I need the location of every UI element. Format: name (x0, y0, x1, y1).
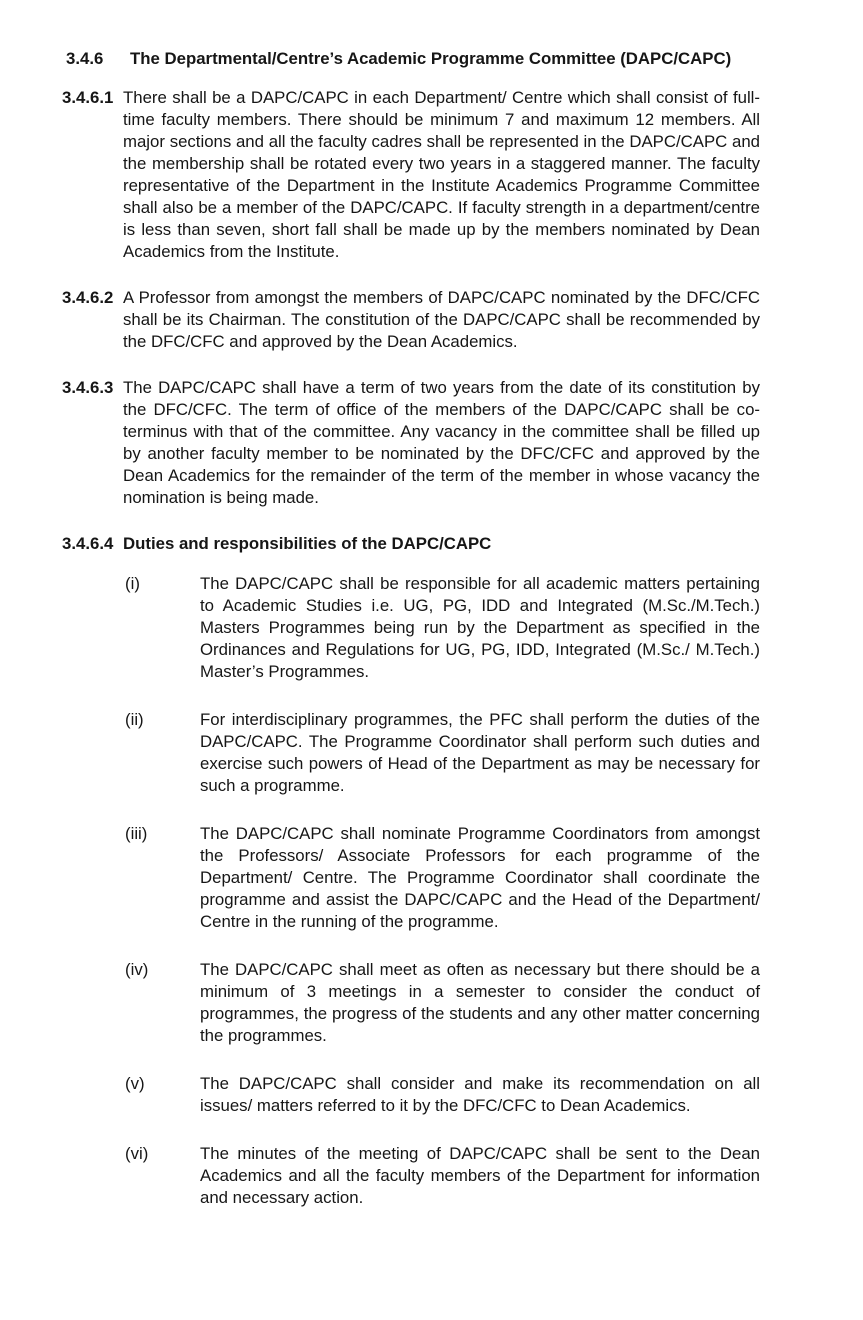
sub-section-heading-text: Duties and responsibilities of the DAPC/CAPC (123, 534, 492, 553)
paragraph-text: A Professor from amongst the members of DAPC/CAPC nominated by the DFC/CFC shall be its Chairman. The constitution of the DAPC/CAPC shall be recommended by the DFC/CFC and approved by the Dean Academics. (123, 288, 760, 351)
list-item-text: The DAPC/CAPC shall be responsible for all academic matters pertaining to Academic Studies i.e. UG, PG, IDD and Integrated (M.Sc./M.Tech.) Masters Programmes being run by the Department as specified in the Ordinances and Regulations for UG, PG, IDD, Integrated (M.Sc./ M.Tech.) Master’s Programmes. (200, 574, 760, 681)
list-item-text: The DAPC/CAPC shall nominate Programme Coordinators from amongst the Professors/ Associate Professors for each programme of the Department/ Centre. The Programme Coordinator shall coordinate the programme and assist the DAPC/CAPC and the Head of the Department/ Centre in the running of the programme. (200, 824, 760, 931)
list-item-text: For interdisciplinary programmes, the PFC shall perform the duties of the DAPC/CAPC. The Programme Coordinator shall perform such duties and exercise such powers of Head of the Department as may be necessary for such a programme. (200, 710, 760, 795)
section-heading-number: 3.4.6 (66, 49, 104, 68)
sub-section-heading (62, 533, 760, 555)
list-item-label: (iv) (125, 960, 149, 979)
list-item (125, 1143, 760, 1209)
section-heading (62, 46, 760, 71)
list-item-label: (ii) (125, 710, 144, 729)
list-item (125, 959, 760, 1047)
sub-section-heading-number: 3.4.6.4 (62, 534, 114, 553)
list-item-label: (vi) (125, 1144, 149, 1163)
section-heading-text: The Departmental/Centre’s Academic Programme Committee (DAPC/CAPC) (130, 49, 732, 68)
list-item-label: (i) (125, 574, 140, 593)
list-item (125, 573, 760, 683)
paragraph-text: The DAPC/CAPC shall have a term of two years from the date of its constitution by the DFC/CFC. The term of office of the members of the DAPC/CAPC shall be co-terminus with that of the committee. Any vacancy in the committee shall be filled up by another faculty member to be nominated by the DFC/CFC and approved by the Dean Academics for the remainder of the term of the member in whose vacancy the nomination is being made. (123, 378, 760, 507)
paragraph-number: 3.4.6.2 (62, 288, 114, 307)
list-item-text: The DAPC/CAPC shall consider and make its recommendation on all issues/ matters referred to it by the DFC/CFC to Dean Academics. (200, 1074, 760, 1115)
paragraph-3461 (62, 87, 760, 263)
paragraph-number: 3.4.6.3 (62, 378, 114, 397)
paragraph-3462 (62, 287, 760, 353)
list-item-label: (iii) (125, 824, 148, 843)
list-item-label: (v) (125, 1074, 145, 1093)
list-item-text: The minutes of the meeting of DAPC/CAPC shall be sent to the Dean Academics and all the faculty members of the Department for information and necessary action. (200, 1144, 760, 1207)
paragraph-text: There shall be a DAPC/CAPC in each Department/ Centre which shall consist of full-time faculty members. There should be minimum 7 and maximum 12 members. All major sections and all the faculty cadres shall be represented in the DAPC/CAPC and the membership shall be rotated every two years in a staggered manner. The faculty representative of the Department in the Institute Academics Programme Committee shall also be a member of the DAPC/CAPC. If faculty strength in a department/centre is less than seven, short fall shall be made up by the members nominated by Dean Academics from the Institute. (123, 88, 760, 261)
list-item (125, 709, 760, 797)
paragraph-3463 (62, 377, 760, 509)
duties-list (62, 573, 760, 1209)
paragraph-number: 3.4.6.1 (62, 88, 114, 107)
list-item (125, 1073, 760, 1117)
list-item (125, 823, 760, 933)
list-item-text: The DAPC/CAPC shall meet as often as necessary but there should be a minimum of 3 meetings in a semester to consider the conduct of programmes, the progress of the students and any other matter concerning the programmes. (200, 960, 760, 1045)
